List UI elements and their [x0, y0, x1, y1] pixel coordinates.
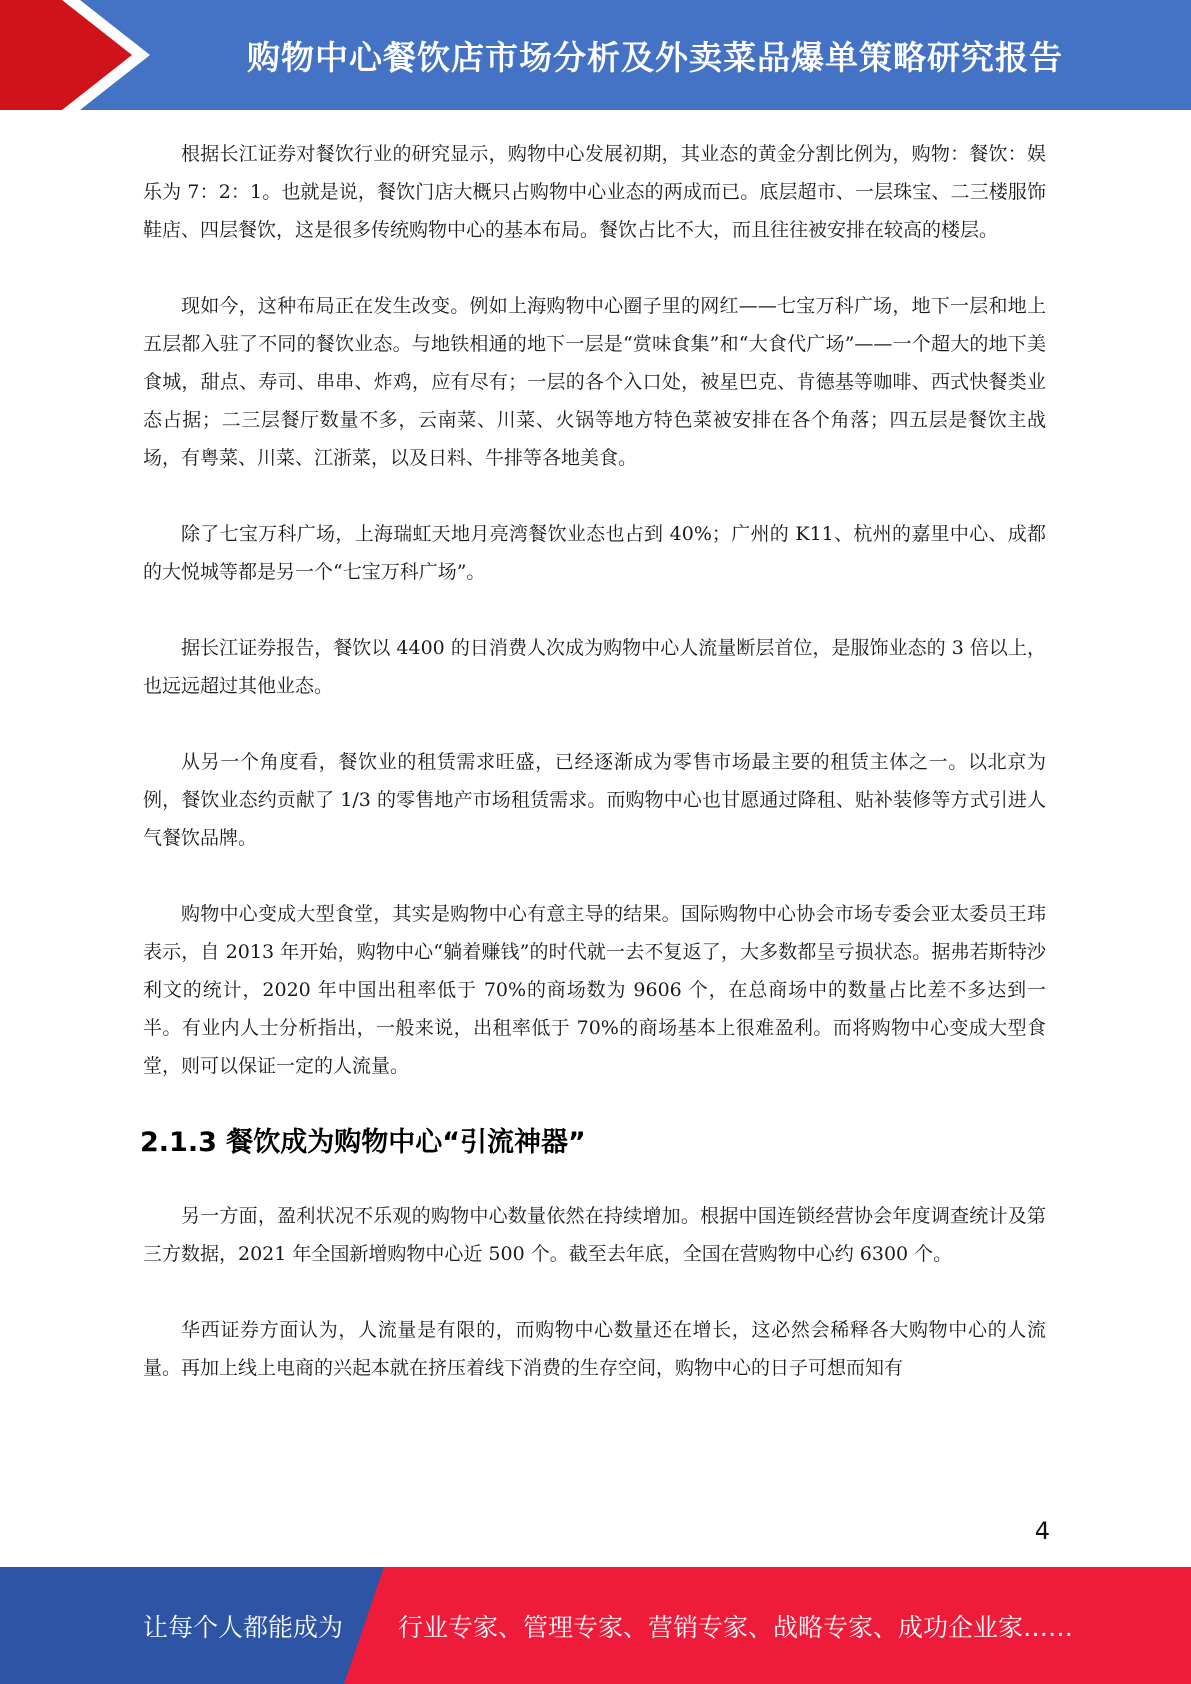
paragraph: 另一方面，盈利状况不乐观的购物中心数量依然在持续增加。根据中国连锁经营协会年度调查统计及第三方数据，2021 年全国新增购物中心近 500 个。截至去年底，全国在营购物中心约 6300 个。 [143, 1205, 1046, 1265]
section-heading: 2.1.3 餐饮成为购物中心“引流神器” [140, 1127, 586, 1158]
paragraph: 除了七宝万科广场，上海瑞虹天地月亮湾餐饮业态也占到 40%；广州的 K11、杭州的嘉里中心、成都的大悦城等都是另一个“七宝万科广场”。 [143, 523, 1046, 583]
paragraph: 根据长江证券对餐饮行业的研究显示，购物中心发展初期，其业态的黄金分割比例为，购物：餐饮：娱乐为 7：2：1。也就是说，餐饮门店大概只占购物中心业态的两成而已。底层超市、一层珠宝、二三楼服饰鞋店、四层餐饮，这是很多传统购物中心的基本布局。餐饮占比不大，而且往往被安排在较高的楼层。 [143, 143, 1046, 241]
page-body [140, 135, 1046, 1425]
document-title: 购物中心餐饮店市场分析及外卖菜品爆单策略研究报告 [247, 37, 1063, 77]
page-number: 4 [1034, 1517, 1050, 1545]
paragraph: 现如今，这种布局正在发生改变。例如上海购物中心圈子里的网红——七宝万科广场，地下一层和地上五层都入驻了不同的餐饮业态。与地铁相通的地下一层是“赏味食集”和“大食代广场”——一个超大的地下美食城，甜点、寿司、串串、炸鸡，应有尽有；一层的各个入口处，被星巴克、肯德基等咖啡、西式快餐类业态占据；二三层餐厅数量不多，云南菜、川菜、火锅等地方特色菜被安排在各个角落；四五层是餐饮主战场，有粤菜、川菜、江浙菜，以及日料、牛排等各地美食。 [143, 295, 1046, 469]
paragraph: 据长江证券报告，餐饮以 4400 的日消费人次成为购物中心人流量断层首位，是服饰业态的 3 倍以上，也远远超过其他业态。 [143, 637, 1046, 697]
footer-slogan-right: 行业专家、管理专家、营销专家、战略专家、成功企业家…… [398, 1612, 1074, 1642]
paragraph: 华西证券方面认为，人流量是有限的，而购物中心数量还在增长，这必然会稀释各大购物中心的人流量。再加上线上电商的兴起本就在挤压着线下消费的生存空间，购物中心的日子可想而知有 [143, 1319, 1046, 1379]
paragraph: 从另一个角度看，餐饮业的租赁需求旺盛，已经逐渐成为零售市场最主要的租赁主体之一。以北京为例，餐饮业态约贡献了 1/3 的零售地产市场租赁需求。而购物中心也甘愿通过降租、贴补装修等方式引进人气餐饮品牌。 [143, 751, 1046, 849]
page-footer [0, 1567, 1191, 1684]
paragraph: 购物中心变成大型食堂，其实是购物中心有意主导的结果。国际购物中心协会市场专委会亚太委员王玮表示，自 2013 年开始，购物中心“躺着赚钱”的时代就一去不复返了，大多数都呈亏损状态。据弗若斯特沙利文的统计，2020 年中国出租率低于 70%的商场数为 9606 个，在总商场中的数量占比差不多达到一半。有业内人士分析指出，一般来说，出租率低于 70%的商场基本上很难盈利。而将购物中心变成大型食堂，则可以保证一定的人流量。 [143, 903, 1046, 1077]
footer-slogan-left: 让每个人都能成为 [143, 1612, 344, 1642]
page-header [0, 0, 1191, 110]
